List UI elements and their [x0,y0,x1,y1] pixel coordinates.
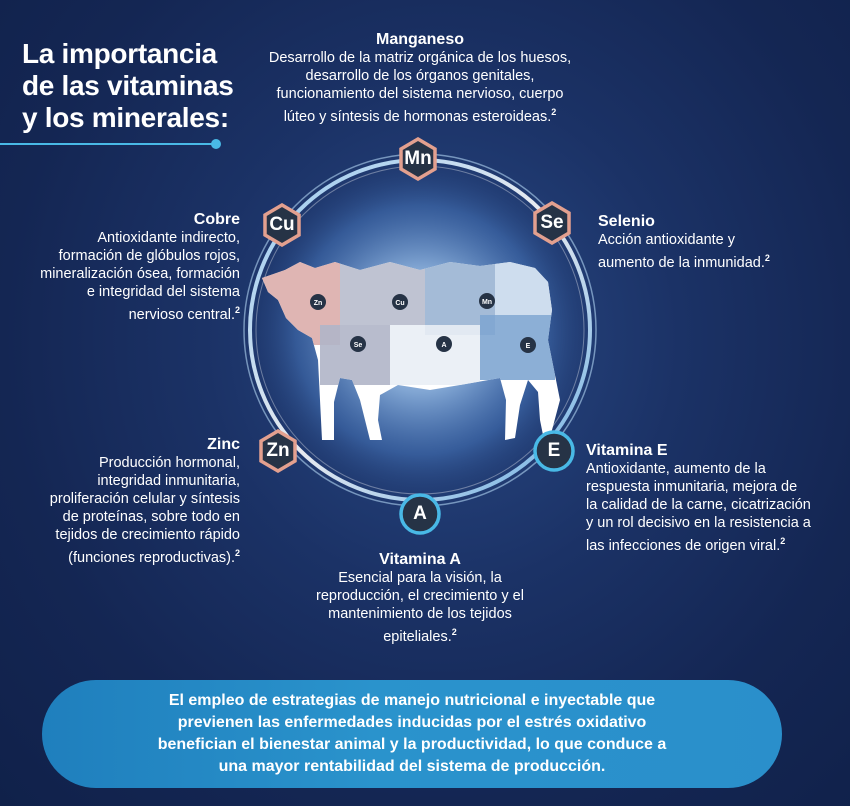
selenio-text: Acción antioxidante y aumento de la inmunidad. [598,232,765,271]
svg-text:A: A [441,342,447,349]
manganeso-ref: 2 [551,107,557,117]
selenio-description [598,231,838,272]
cobre-text: Antioxidante indirecto, formación de glóbulos rojos, mineralización ósea, formación e integridad del sistema nervioso central. [40,230,240,323]
svg-text:Mn: Mn [481,299,493,306]
puzzle-piece-e [520,337,536,353]
selenio-block [598,212,838,272]
vitamina-e-block [586,441,836,555]
vitamina-e-badge [532,429,576,473]
manganeso-title: Manganeso [375,31,464,48]
vitamina-a-block [290,550,550,646]
zinc-text: Producción hormonal, integridad inmunitaria, proliferación celular y síntesis de proteínas, sobre todo en tejidos de crecimiento rápido (funciones reproductivas). [49,455,240,566]
title-line-2: de las vitaminas [22,70,234,101]
vitamina-e-symbol: E [547,440,561,461]
zinc-description [0,454,240,567]
svg-text:Zn: Zn [313,300,323,307]
puzzle-piece-se [350,336,366,352]
cobre-ref: 2 [234,305,240,315]
vitamina-e-text: Antioxidante, aumento de la respuesta inmunitaria, mejora de la calidad de la carne, cicatrización y un rol decisivo en la resistencia a las infecciones de origen viral. [586,461,811,554]
manganeso-block [250,30,590,126]
cobre-symbol: Cu [269,214,295,235]
svg-text:Cu: Cu [395,300,405,307]
svg-text:Se: Se [353,342,363,349]
manganeso-text: Desarrollo de la matriz orgánica de los huesos, desarrollo de los órganos genitales, funcionamiento del sistema nervioso, cuerpo lúteo y síntesis de hormonas esteroideas. [268,50,572,125]
puzzle-piece-zn [310,294,326,310]
cobre-badge [260,203,304,247]
manganeso-badge [396,137,440,181]
selenio-title: Selenio [598,213,655,230]
conclusion-banner [42,680,782,788]
selenio-badge [530,201,574,245]
title-line-3: y los minerales: [22,102,229,133]
vitamina-a-badge [398,492,442,536]
cobre-description [0,229,240,324]
vitamina-a-symbol: A [413,503,427,524]
zinc-symbol: Zn [266,440,290,461]
vitamina-a-ref: 2 [451,627,457,637]
svg-text:E: E [525,343,531,350]
puzzle-piece-mn [479,293,495,309]
vitamina-a-text: Esencial para la visión, la reproducción, el crecimiento y el mantenimiento de los tejidos epiteliales. [316,570,524,645]
zinc-badge [256,429,300,473]
zinc-title: Zinc [207,436,240,453]
vitamina-a-title: Vitamina A [379,551,461,568]
title-line-1: La importancia [22,38,217,69]
vitamina-e-title: Vitamina E [586,442,668,459]
vitamina-e-ref: 2 [780,536,786,546]
zinc-block [0,435,240,567]
puzzle-piece-a [436,336,452,352]
conclusion-text: El empleo de estrategias de manejo nutricional e inyectable que previenen las enfermedades inducidas por el estrés oxidativo benefician el bienestar animal y la productividad, lo que conduce a una mayor rentabilidad del sistema de producción. [157,692,667,775]
selenio-symbol: Se [540,212,564,233]
manganeso-description [250,49,590,126]
vitamina-e-description [586,460,836,555]
vitamina-a-description [290,569,550,646]
selenio-ref: 2 [764,253,770,263]
puzzle-piece-cu [392,294,408,310]
cobre-block [0,210,240,324]
cobre-title: Cobre [193,211,240,228]
manganeso-symbol: Mn [404,148,432,169]
zinc-ref: 2 [234,548,240,558]
